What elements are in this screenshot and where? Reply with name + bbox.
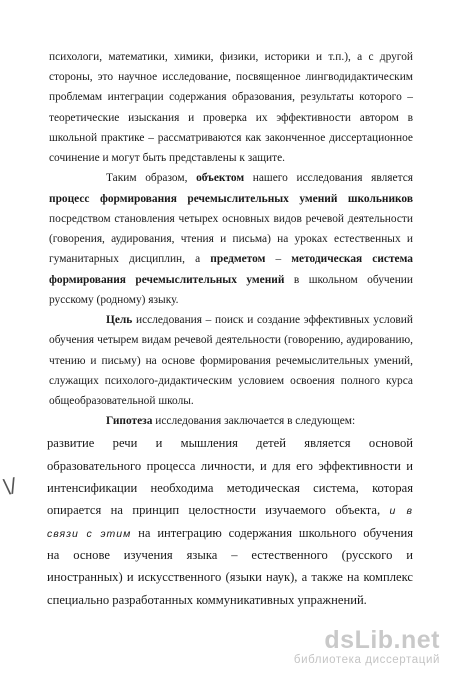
text-span: опирается на принцип целостности изучаемого объекта, — [47, 503, 390, 517]
text-span: нашего исследования является — [244, 172, 413, 184]
text-line — [47, 526, 413, 541]
bold-text: Гипотеза — [106, 415, 153, 427]
text-span: теоретические изыскания и проверка их эффективности автором в — [49, 112, 413, 124]
text-line — [106, 313, 413, 327]
text-line — [106, 414, 356, 428]
bold-text: методическая система — [291, 253, 413, 265]
text-line — [49, 212, 413, 226]
text-line — [49, 50, 413, 64]
text-span: чтению и письму) на основе формирования речемыслительных умений, — [49, 355, 413, 367]
bold-text: Цель — [106, 314, 133, 326]
text-line — [106, 171, 413, 185]
text-span: исследования – поиск и создание эффективных условий — [132, 314, 413, 326]
italic-text: и в — [389, 505, 413, 517]
text-span: развитие речи и мышления детей является основой — [47, 436, 413, 450]
text-line — [49, 394, 209, 408]
text-span: психологи, математики, химики, физики, историки и т.п.), а с другой — [49, 51, 413, 63]
text-line — [49, 192, 413, 206]
text-line — [47, 481, 413, 495]
text-span: русскому (родному) языку. — [49, 294, 179, 306]
text-line — [49, 90, 413, 104]
text-span: (говорения, аудирования, чтения и письма) на уроках естественных и — [49, 233, 413, 245]
text-line — [49, 333, 413, 347]
text-line — [47, 593, 367, 607]
watermark — [294, 627, 440, 667]
text-line — [47, 570, 413, 584]
bold-text: процесс формирования речемыслительных умений школьников — [49, 193, 413, 205]
text-line — [49, 374, 413, 388]
text-span: иностранных) и искусственного (языки наук), а также на комплекс — [47, 570, 413, 584]
text-line — [49, 151, 289, 165]
text-span: проблемам интеграции содержания образования, результаты которого – — [49, 91, 413, 103]
text-line — [47, 459, 413, 473]
text-span: исследования заключается в следующем: — [152, 415, 356, 427]
text-span: на интеграцию содержания школьного обучения — [131, 526, 413, 540]
bold-text: формирования речемыслительных умений — [49, 274, 285, 286]
text-span: посредством становления четырех основных видов речевой деятельности — [49, 213, 413, 225]
text-line — [49, 131, 413, 145]
text-line — [49, 252, 413, 266]
text-span: интенсификации необходима методическая система, которая — [47, 481, 413, 495]
text-span: образовательного процесса личности, и для его эффективности и — [47, 459, 413, 473]
text-span: – — [265, 253, 292, 265]
text-line — [49, 293, 189, 307]
text-span: сочинение и могут быть представлены к защите. — [49, 152, 286, 164]
bold-text: объектом — [196, 172, 245, 184]
text-line — [49, 70, 413, 84]
text-line — [49, 354, 413, 368]
text-line — [49, 232, 413, 246]
text-line — [49, 273, 413, 287]
text-span: школьной практике – рассматриваются как законченное диссертационное — [49, 132, 413, 144]
margin-check-mark: \/ — [1, 473, 19, 500]
text-span: служащих психолого-дидактическим условием освоения полного курса — [49, 375, 413, 387]
text-span: стороны, это научное исследование, посвященное лингводидактическим — [49, 71, 413, 83]
text-span: общеобразовательной школы. — [49, 395, 194, 407]
text-line — [49, 111, 413, 125]
text-span: обучения четырем видам речевой деятельности (говорению, аудированию, — [49, 334, 413, 346]
text-span: специально разработанных коммуникативных упражнений. — [47, 593, 367, 607]
text-line — [47, 548, 413, 562]
text-line — [47, 503, 413, 518]
watermark-logo: dsLib.net — [324, 626, 440, 654]
text-span: на основе изучения языка – естественного (русского и — [47, 548, 413, 562]
text-span: гуманитарных дисциплин, а — [49, 253, 211, 265]
text-span: Таким образом, — [106, 172, 197, 184]
italic-text: связи с этим — [47, 528, 132, 540]
watermark-subtitle: библиотека диссертаций — [293, 654, 440, 666]
bold-text: предметом — [210, 253, 266, 265]
text-span: в школьном обучении — [284, 274, 413, 286]
text-line — [47, 436, 413, 450]
